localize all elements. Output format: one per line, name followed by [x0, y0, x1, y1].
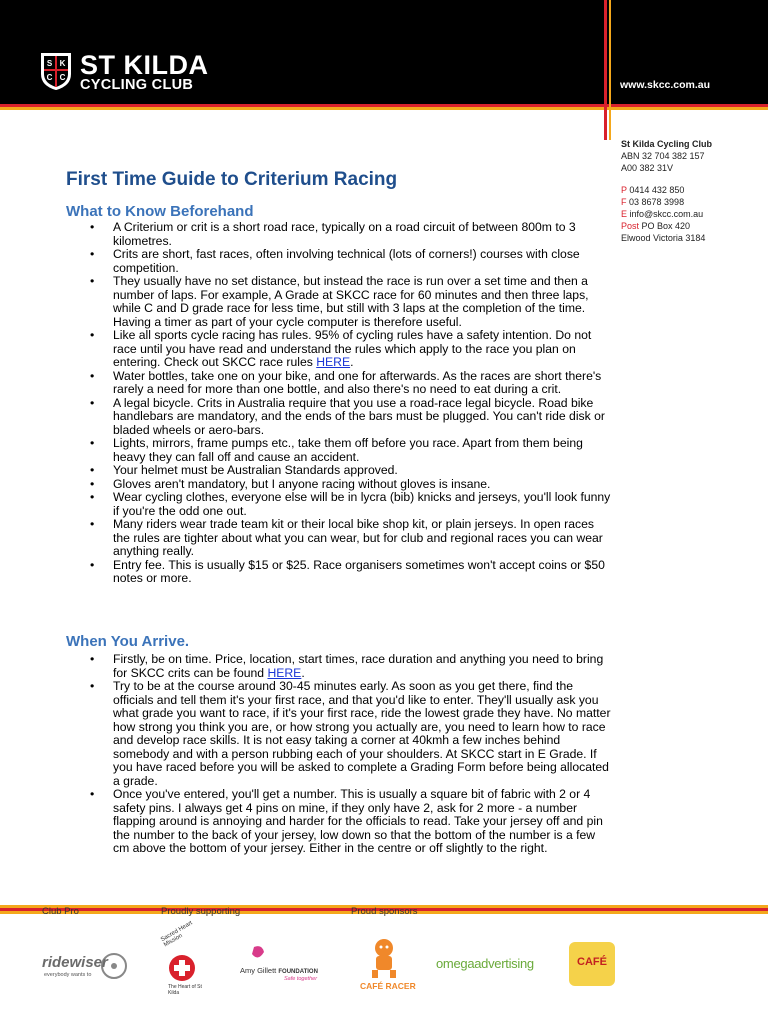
sacred-heart-name: Sacred Heart Mission [160, 920, 194, 949]
ridewiser-name: ridewiser [42, 954, 108, 971]
here-link[interactable]: HERE [267, 665, 302, 680]
contact-abn: ABN 32 704 382 157 [621, 151, 705, 161]
ridewiser-tagline: everybody wants to [44, 972, 92, 978]
sponsor-omega-logo[interactable] [436, 956, 546, 976]
bullet-item [0, 653, 612, 680]
fax-value: 03 8678 3998 [629, 197, 685, 207]
bullet-text: Your helmet must be Australian Standards approved. [113, 463, 398, 477]
vertical-red-line [604, 0, 607, 140]
bullet-item [0, 370, 612, 397]
contact-post [621, 220, 712, 232]
amy-gillett-ribbon-icon [238, 944, 326, 964]
bullet-text: Try to be at the course around 30-45 minutes early. As soon as you get there, find the officials and tell them it's your first race, and that you'd like to enter. They'll usually ask you what grade you want to race, if it's your first race, ride the lowest grade they have. No matter how strong you think you are, or how strong you actually are, you need to learn how to race and develop race skills. It is not easy taking a corner at 40kmh a few inches behind somebody and with a person rubbing each of your shoulders. At SKCC start in E Grade. If you have raced before you will be asked to complete a Grading Form before being allocated a grade. [113, 679, 611, 788]
bullet-text: Many riders wear trade team kit or their local bike shop kit, or plain jerseys. In open races the rules are tighter about what you can wear, but for club and regional races you can wear anything really. [113, 517, 603, 558]
sponsor-amy-gillett-logo[interactable] [238, 944, 326, 994]
post-label: Post [621, 221, 640, 231]
page-title: First Time Guide to Criterium Racing [66, 169, 398, 190]
logo-letter: C [46, 73, 53, 82]
email-label: E [621, 209, 628, 219]
bullet-item [0, 437, 612, 464]
logo-letter: S [46, 59, 53, 68]
bullet-text: Wear cycling clothes, everyone else will be in lycra (bib) knicks and jerseys, you'll look funny if you're the odd one out. [113, 490, 611, 518]
cafe-logo-text: CAFÉ [577, 956, 607, 968]
bullet-item [0, 518, 612, 559]
bullet-text: They usually have no set distance, but instead the race is run over a set time and then a number of laps. For example, A Grade at SKCC race for 60 minutes and then three laps, while C and D grade race for less time, but still with 3 laps at the completion of the time. Having a timer as part of your cycle computer is therefore useful. [113, 274, 589, 329]
phone-label: P [621, 185, 627, 195]
section-heading-beforehand: What to Know Beforehand [66, 203, 254, 220]
here-link[interactable]: HERE [316, 355, 351, 369]
sponsor-sacred-heart-logo[interactable] [150, 920, 210, 996]
bullet-text: Firstly, be on time. Price, location, start times, race duration and anything you need to bring for SKCC crits can be found [113, 652, 604, 680]
logo-letter: K [59, 59, 66, 68]
bullet-item [0, 221, 612, 248]
amy-gillett-name [240, 966, 318, 975]
sponsor-cafe-racer-logo[interactable] [356, 936, 416, 994]
bullet-text: A legal bicycle. Crits in Australia require that you use a road-race legal bicycle. Road bike handlebars are mandatory, and the ends of the bars must be plugged. You can't ride disk or bladed wheels or aero-bars. [113, 395, 605, 437]
beforehand-list [0, 221, 612, 586]
amy-gillett-tagline: Safe together [284, 976, 318, 982]
bullet-item [0, 491, 612, 518]
brand-subtitle: CYCLING CLUB [80, 77, 194, 93]
footer-label-sponsors: Proud sponsors [351, 906, 418, 917]
contact-email [621, 208, 712, 220]
post-value: PO Box 420 [641, 221, 691, 231]
bullet-text-after: . [301, 665, 305, 680]
bullet-item [0, 464, 612, 478]
bullet-text: Like all sports cycle racing has rules. 95% of cycling rules have a safety intention. Do not race until you have read and understand the rules which apply to the race you plan on entering. Check out SKCC race rules [113, 328, 592, 369]
sacred-heart-tagline: The Heart of St Kilda [168, 984, 202, 996]
arrive-list [0, 653, 612, 856]
bullet-text: Crits are short, fast races, often involving technical (lots of corners!) courses with close competition. [113, 247, 580, 275]
website-url[interactable]: www.skcc.com.au [620, 79, 711, 91]
footer-label-supporting: Proudly supporting [161, 906, 241, 917]
cafe-racer-name: CAFÉ RACER [360, 981, 416, 991]
bullet-item [0, 275, 612, 329]
contact-club-name: St Kilda Cycling Club [621, 139, 713, 149]
section-heading-arrive: When You Arrive. [66, 633, 190, 650]
bullet-text: Water bottles, take one on your bike, and one for afterwards. As the races are short there's rarely a need for more than one bottle, and also there's no need to eat during a crit. [113, 368, 602, 396]
contact-a00: A00 382 31V [621, 163, 674, 173]
club-logo[interactable] [40, 52, 72, 90]
amy-gillett-foundation-label: FOUNDATION [278, 969, 318, 975]
bullet-text: A Criterium or crit is a short road race, typically on a road circuit of between 800m to 3 kilometres. [113, 220, 576, 248]
bullet-item [0, 397, 612, 438]
contact-phone [621, 184, 712, 196]
shield-icon [40, 52, 72, 90]
contact-city: Elwood Victoria 3184 [621, 233, 706, 243]
bullet-text: Gloves aren't mandatory, but I anyone racing without gloves is insane. [113, 476, 491, 491]
contact-fax [621, 196, 712, 208]
contact-block [621, 138, 712, 244]
bullet-item [0, 788, 612, 856]
header-orange-stripe [0, 107, 768, 110]
bullet-item [0, 329, 612, 370]
sponsor-cafe-logo[interactable] [569, 942, 615, 986]
bullet-text: Lights, mirrors, frame pumps etc., take them off before you race. Apart from them being heavy they can fall off and cause an accident. [113, 436, 583, 464]
bullet-item [0, 680, 612, 788]
bullet-item [0, 248, 612, 275]
logo-letter: C [59, 73, 66, 82]
bullet-text: Entry fee. This is usually $15 or $25. Race organisers sometimes won't accept coins or $50 notes or more. [113, 557, 605, 585]
amy-gillett-label: Amy Gillett [240, 966, 277, 975]
footer-label-club-pro: Club Pro [42, 906, 79, 917]
bullet-item [0, 559, 612, 586]
vertical-orange-line [609, 0, 611, 140]
sponsor-ridewiser-logo[interactable] [40, 948, 132, 998]
cafe-racer-mascot-icon [356, 936, 412, 980]
omega-name: omegaadvertising [436, 956, 534, 971]
bullet-text-after: . [350, 355, 354, 369]
phone-value: 0414 432 850 [629, 185, 685, 195]
fax-label: F [621, 197, 627, 207]
brand-name: ST KILDA [80, 50, 209, 80]
bullet-text: Once you've entered, you'll get a number. This is usually a square bit of fabric with 2 or 4 safety pins. I always get 4 pins on mine, if they only have 2, ask for 2 more - a number flapping around is annoying and harder for the officials to read. Take your jersey off and pin the number to the back of your jersey, low down so that the bottom of the number is a few cm above the bottom of your jersey. Either in the centre or off slightly to the right. [113, 787, 603, 855]
bullet-item [0, 478, 612, 492]
email-value[interactable]: info@skcc.com.au [629, 209, 704, 219]
